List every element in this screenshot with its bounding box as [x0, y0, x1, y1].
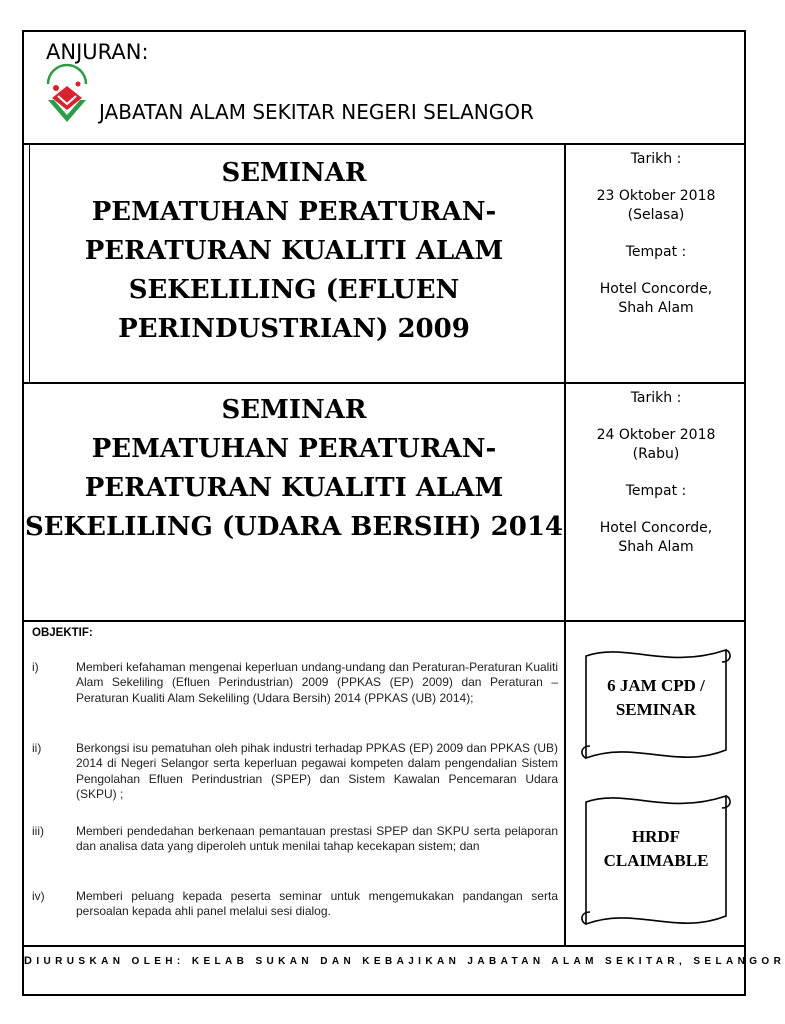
day-value: (Selasa): [627, 207, 685, 223]
venue-label: Tempat :: [625, 483, 687, 499]
venue-line: Hotel Concorde,: [599, 520, 713, 536]
organizer-label: ANJURAN:: [46, 40, 149, 64]
seminar-1-details: [568, 150, 744, 318]
objective-text: Memberi peluang kepada peserta seminar untuk mengemukakan pandangan serta persoalan kepada ahli panel melalui sesi dialog.: [76, 889, 558, 919]
divider-footer: [22, 945, 746, 947]
venue-line: Shah Alam: [618, 300, 694, 316]
title-line: PEMATUHAN PERATURAN-: [91, 434, 497, 464]
hrdf-line: CLAIMABLE: [603, 851, 709, 870]
divider-objectives: [22, 620, 746, 622]
date-label: Tarikh :: [630, 151, 682, 167]
objective-text: Memberi kefahaman mengenai keperluan undang-undang dan Peraturan-Peraturan Kualiti Alam Sekeliling (Efluen Perindustrian) 2009 (PPKAS (EP) 2009) dan Peraturan – Peraturan Kualiti Alam Sekeliling (Udara Bersih) 2014 (PPKAS (UB) 2014);: [76, 660, 558, 705]
divider-seminar: [22, 382, 746, 384]
objective-number: iii): [32, 824, 44, 838]
cpd-line: SEMINAR: [615, 700, 697, 719]
cpd-line: 6 JAM CPD /: [607, 676, 705, 695]
divider-header: [22, 143, 746, 145]
jas-logo-icon: [42, 66, 92, 124]
footer-organizer: [24, 955, 785, 967]
venue-line: Shah Alam: [618, 539, 694, 555]
department-name: JABATAN ALAM SEKITAR NEGERI SELANGOR: [99, 100, 534, 124]
objective-number: i): [32, 660, 39, 674]
title-line: SEMINAR: [221, 158, 367, 188]
objective-number: ii): [32, 741, 42, 755]
title-line: PERATURAN KUALITI ALAM: [84, 236, 504, 266]
seminar-2-title: [24, 391, 564, 547]
hrdf-badge: [576, 788, 736, 918]
seminar-1-title: [24, 154, 564, 349]
day-value: (Rabu): [632, 446, 680, 462]
title-line: PERATURAN KUALITI ALAM: [84, 473, 504, 503]
title-line: SEMINAR: [221, 395, 367, 425]
date-value: 24 Oktober 2018: [596, 427, 716, 443]
divider-column: [564, 143, 566, 947]
objective-text: Berkongsi isu pematuhan oleh pihak industri terhadap PPKAS (EP) 2009 dan PPKAS (UB) 2014 di Negeri Selangor serta keperluan pegawai kompeten dalam pengendalian Sistem Pengolahan Efluen Perindustrian (SPEP) dan Sistem Kawalan Pencemaran Udara (SKPU) ;: [76, 741, 558, 802]
cpd-badge: [576, 642, 736, 772]
venue-label: Tempat :: [625, 244, 687, 260]
title-line: PERINDUSTRIAN) 2009: [118, 314, 470, 344]
hrdf-line: HRDF: [631, 827, 681, 846]
objective-text: Memberi pendedahan berkenaan pemantauan prestasi SPEP dan SKPU serta pelaporan dan analisa data yang diperoleh untuk menilai tahap kecekapan sistem; dan: [76, 824, 558, 854]
title-line: SEKELILING (EFLUEN: [128, 275, 460, 305]
objective-number: iv): [32, 889, 45, 903]
date-value: 23 Oktober 2018: [596, 188, 716, 204]
title-line: SEKELILING (UDARA BERSIH) 2014: [24, 512, 564, 542]
objectives-heading: OBJEKTIF:: [32, 627, 93, 639]
title-line: PEMATUHAN PERATURAN-: [91, 197, 497, 227]
footer-text: DIURUSKAN OLEH: KELAB SUKAN DAN KEBAJIKAN JABATAN ALAM SEKITAR, SELANGOR: [24, 955, 785, 967]
venue-line: Hotel Concorde,: [599, 281, 713, 297]
date-label: Tarikh :: [630, 390, 682, 406]
seminar-2-details: [568, 389, 744, 557]
